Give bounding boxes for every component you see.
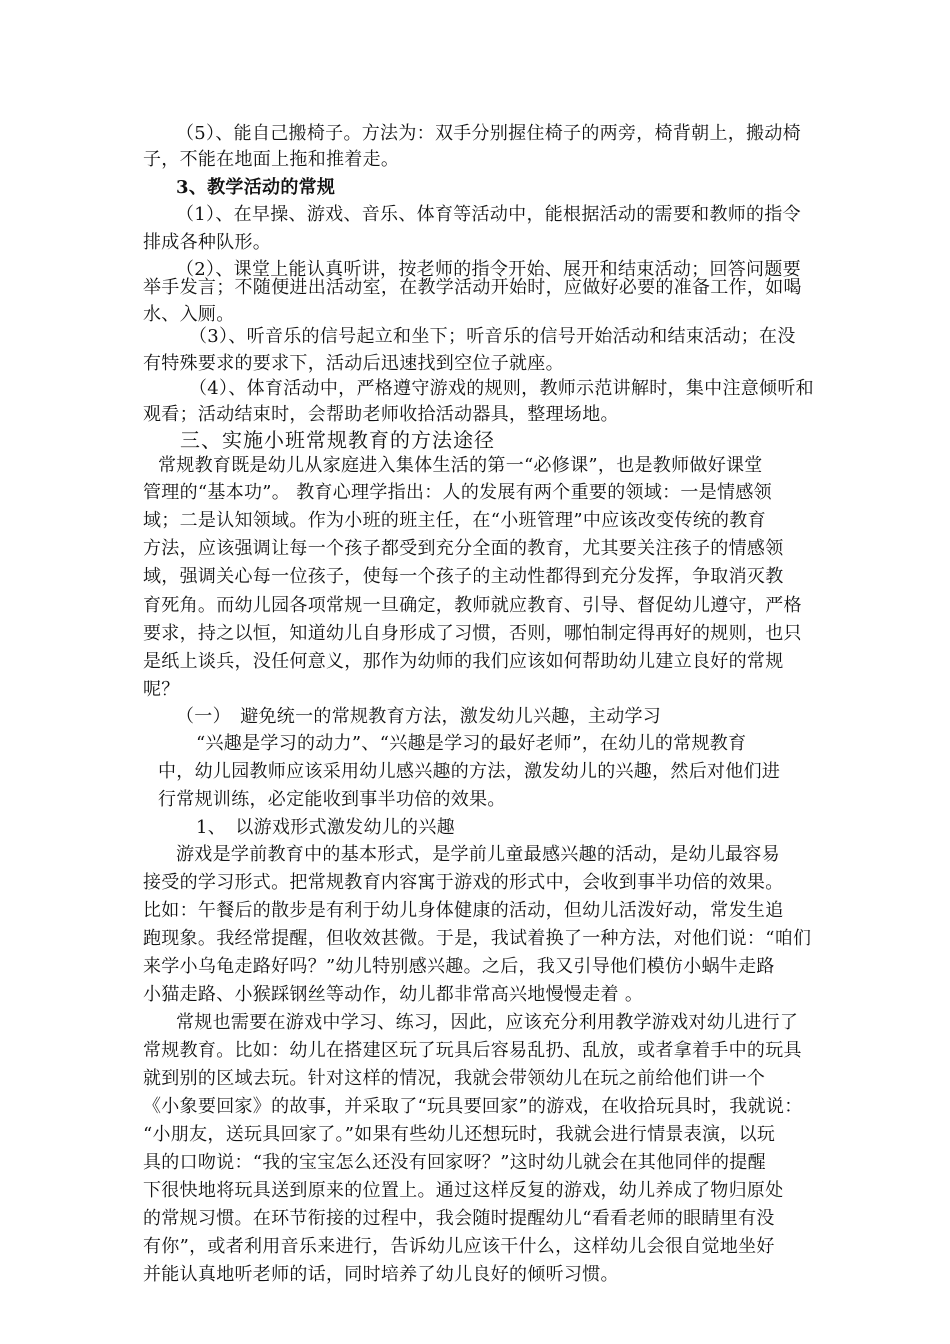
text-line: 下很快地将玩具送到原来的位置上。通过这样反复的游戏，幼儿养成了物归原处 — [143, 1180, 784, 1201]
text-line: 呢？ — [143, 679, 180, 700]
text-line: 有特殊要求的要求下，活动后迅速找到空位子就座。 — [143, 353, 564, 374]
section-heading: 3、教学活动的常规 — [176, 177, 336, 198]
text-line: （5）、能自己搬椅子。方法为：双手分别握住椅子的两旁，椅背朝上，搬动椅 — [176, 123, 801, 144]
text-line: 并能认真地听老师的话，同时培养了幼儿良好的倾听习惯。 — [143, 1264, 619, 1285]
text-line: 来学小乌龟走路好吗？”幼儿特别感兴趣。之后，我又引导他们模仿小蜗牛走路 — [143, 956, 775, 977]
text-line: 排成各种队形。 — [143, 232, 272, 253]
text-line: 接受的学习形式。把常规教育内容寓于游戏的形式中，会收到事半功倍的效果。 — [143, 872, 784, 893]
text-line: 常规也需要在游戏中学习、练习，因此，应该充分利用教学游戏对幼儿进行了 — [176, 1012, 799, 1033]
text-line: 行常规训练，必定能收到事半功倍的效果。 — [158, 789, 506, 810]
text-line: 常规教育既是幼儿从家庭进入集体生活的第一“必修课”，也是教师做好课堂 — [158, 455, 763, 476]
text-line: 观看；活动结束时，会帮助老师收拾活动器具，整理场地。 — [143, 404, 619, 425]
text-line: 有你”，或者利用音乐来进行，告诉幼儿应该干什么，这样幼儿会很自觉地坐好 — [143, 1236, 775, 1257]
text-line: 要求，持之以恒，知道幼儿自身形成了习惯，否则，哪怕制定得再好的规则，也只 — [143, 623, 802, 644]
text-line: 游戏是学前教育中的基本形式，是学前儿童最感兴趣的活动，是幼儿最容易 — [176, 844, 780, 865]
text-line: “小朋友，送玩具回家了。”如果有些幼儿还想玩时，我就会进行情景表演，以玩 — [143, 1124, 776, 1145]
text-line: 域，强调关心每一位孩子，使每一个孩子的主动性都得到充分发挥，争取消灭教 — [143, 566, 784, 587]
text-line: （2）、课堂上能认真听讲，按老师的指令开始、展开和结束活动；回答问题要 — [176, 259, 801, 280]
text-line: 中，幼儿园教师应该采用幼儿感兴趣的方法，激发幼儿的兴趣，然后对他们进 — [158, 761, 781, 782]
text-line: 常规教育。比如：幼儿在搭建区玩了玩具后容易乱扔、乱放，或者拿着手中的玩具 — [143, 1040, 802, 1061]
text-line: 《小象要回家》的故事，并采取了“玩具要回家”的游戏，在收拾玩具时，我就说： — [143, 1096, 803, 1117]
text-line: 管理的“基本功”。 教育心理学指出：人的发展有两个重要的领域：一是情感领 — [143, 482, 772, 503]
text-line: （1）、在早操、游戏、音乐、体育等活动中，能根据活动的需要和教师的指令 — [176, 204, 801, 225]
text-line: 就到别的区域去玩。针对这样的情况，我就会带领幼儿在玩之前给他们讲一个 — [143, 1068, 766, 1089]
text-line: “兴趣是学习的动力”、“兴趣是学习的最好老师”，在幼儿的常规教育 — [196, 733, 747, 754]
text-line: 跑现象。我经常提醒，但收效甚微。于是，我试着换了一种方法，对他们说：“咱们 — [143, 928, 812, 949]
text-line: 比如：午餐后的散步是有利于幼儿身体健康的活动，但幼儿活泼好动，常发生追 — [143, 900, 784, 921]
text-line: （3）、听音乐的信号起立和坐下；听音乐的信号开始活动和结束活动；在没 — [189, 326, 796, 347]
subsection-heading: （一） 避免统一的常规教育方法，激发幼儿兴趣，主动学习 — [176, 706, 662, 727]
text-line: 具的口吻说：“我的宝宝怎么还没有回家呀？”这时幼儿就会在其他同伴的提醒 — [143, 1152, 766, 1173]
text-line: （4）、体育活动中，严格遵守游戏的规则，教师示范讲解时，集中注意倾听和 — [189, 378, 814, 399]
text-line: 育死角。而幼儿园各项常规一旦确定，教师就应教育、引导、督促幼儿遵守，严格 — [143, 595, 802, 616]
text-line: 域；二是认知领域。作为小班的班主任，在“小班管理”中应该改变传统的教育 — [143, 510, 766, 531]
text-line: 水、入厕。 — [143, 304, 235, 325]
text-line: 方法，应该强调让每一个孩子都受到充分全面的教育，尤其要关注孩子的情感领 — [143, 538, 784, 559]
subsection-heading: 1、 以游戏形式激发幼儿的兴趣 — [196, 817, 455, 838]
text-line: 子，不能在地面上拖和推着走。 — [143, 149, 400, 170]
text-line: 是纸上谈兵，没任何意义，那作为幼师的我们应该如何帮助幼儿建立良好的常规 — [143, 651, 784, 672]
text-line: 举手发言；不随便进出活动室，在教学活动开始时，应做好必要的准备工作，如喝 — [143, 277, 802, 298]
text-line: 的常规习惯。在环节衔接的过程中，我会随时提醒幼儿“看看老师的眼睛里有没 — [143, 1208, 775, 1229]
text-line: 小猫走路、小猴踩钢丝等动作，幼儿都非常高兴地慢慢走着 。 — [143, 984, 644, 1005]
section-heading: 三、实施小班常规教育的方法途径 — [180, 428, 495, 452]
